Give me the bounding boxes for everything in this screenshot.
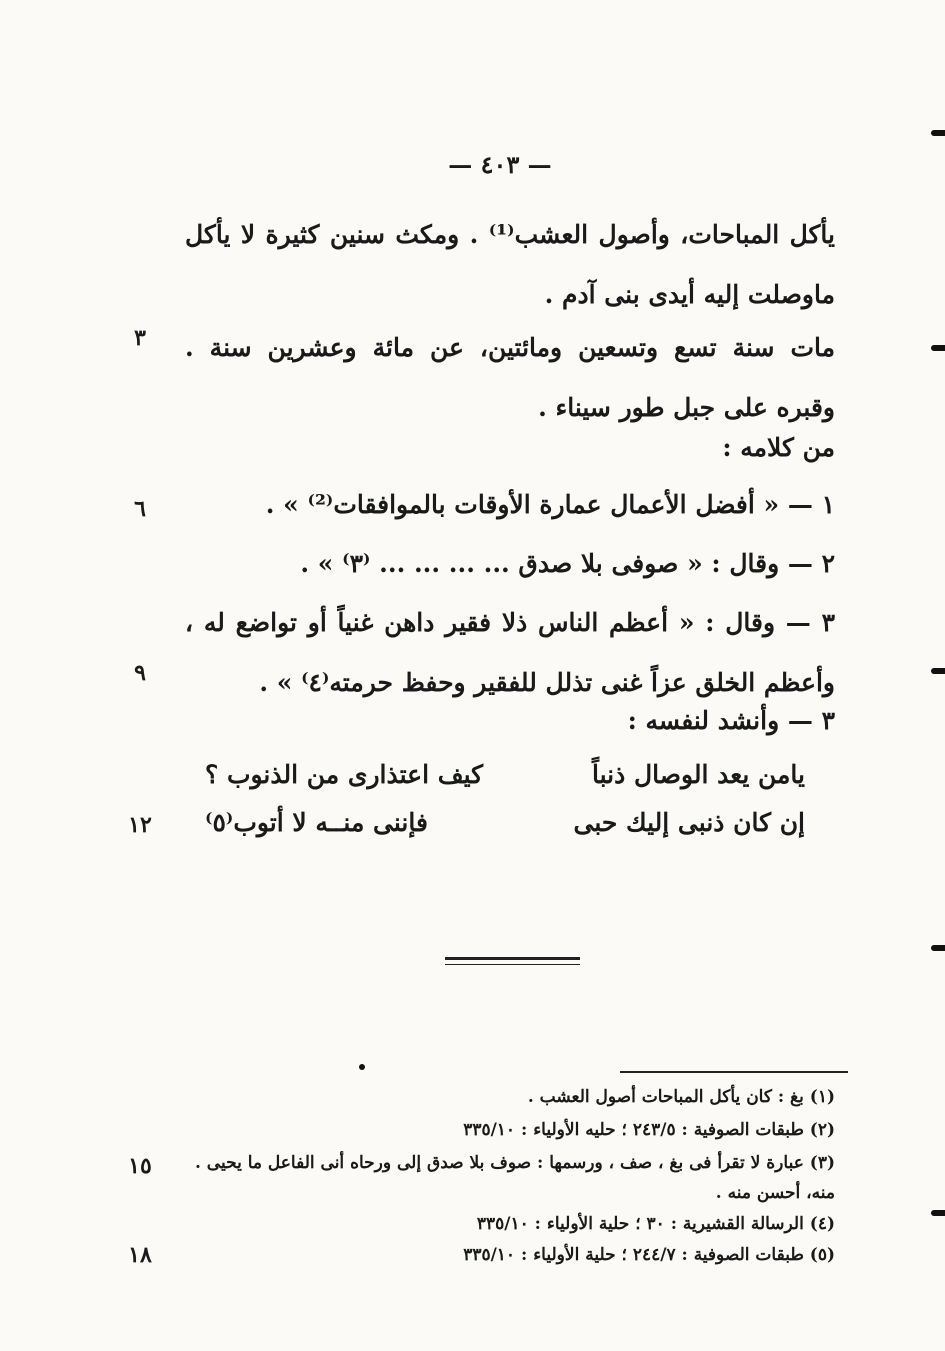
ink-dot [359, 1064, 365, 1070]
saying-3: ٣ — وقال : « أعظم الناس ذلا فقير داهن غنياً أو تواضع له ، وأعظم الخلق عزاً غنى تذلل للفقير وحفظ حرمته⁽٤⁾ » . [185, 608, 835, 697]
footnote-3-continued: منه، أحسن منه . [715, 1183, 835, 1203]
line-number-12: ١٢ [128, 812, 152, 838]
verse-line-1 [205, 760, 805, 789]
verse-2-hemistich-b: فإننى منــه لا أتوب⁽٥⁾ [205, 808, 428, 837]
section-heading: من كلامه : [722, 433, 835, 462]
footnote-2: (٢) طبقات الصوفية : ٢٤٣/٥ ؛ حليه الأولياء : ٣٣٥/١٠ [463, 1120, 835, 1140]
edge-mark [931, 345, 945, 351]
section-divider [445, 957, 580, 960]
line-number-3: ٣ [134, 325, 146, 351]
paragraph-2: مات سنة تسع وتسعين ومائتين، عن مائة وعشرين سنة . وقبره على جبل طور سيناء . [185, 333, 835, 422]
saying-1: ١ — « أفضل الأعمال عمارة الأوقات بالموافقات⁽²⁾ » . [265, 490, 835, 519]
edge-mark [931, 130, 945, 136]
page-number: — ٤٠٣ — [448, 150, 552, 179]
footnote-1: (١) بغ : كان يأكل المباحات أصول العشب . [527, 1087, 835, 1107]
saying-4-intro: ٣ — وأنشد لنفسه : [627, 706, 835, 735]
verse-1-hemistich-a: يامن يعد الوصال ذنباً [592, 760, 805, 789]
line-number-6: ٦ [134, 496, 146, 522]
verse-1-hemistich-b: كيف اعتذارى من الذنوب ؟ [205, 760, 484, 789]
footnote-4: (٤) الرسالة القشيرية : ٣٠ ؛ حلية الأولياء : ٣٣٥/١٠ [476, 1214, 835, 1234]
verse-2-hemistich-a: إن كان ذنبى إليك حبى [573, 808, 805, 837]
footnote-3: (٣) عبارة لا تقرأ فى بغ ، صف ، ورسمها : صوف بلا صدق إلى ورحاه أنى الفاعل ما يحيى . [194, 1153, 835, 1173]
line-number-15: ١٥ [128, 1153, 152, 1179]
edge-mark [931, 1210, 945, 1216]
section-divider-thin [445, 964, 580, 965]
verse-line-2 [205, 808, 805, 837]
edge-mark [931, 945, 945, 951]
footnote-5: (٥) طبقات الصوفية : ٢٤٤/٧ ؛ حلية الأولياء : ٣٣٥/١٠ [463, 1245, 835, 1265]
line-number-9: ٩ [134, 660, 146, 686]
footnote-rule [620, 1071, 848, 1073]
line-number-18: ١٨ [128, 1242, 152, 1268]
saying-2: ٢ — وقال : « صوفى بلا صدق ... ... ... ... ⁽٣⁾ » . [300, 549, 835, 578]
edge-mark [931, 668, 945, 674]
paragraph-1: يأكل المباحات، وأصول العشب⁽¹⁾ . ومكث سنين كثيرة لا يأكل ماوصلت إليه أيدى بنى آدم . [185, 220, 835, 309]
